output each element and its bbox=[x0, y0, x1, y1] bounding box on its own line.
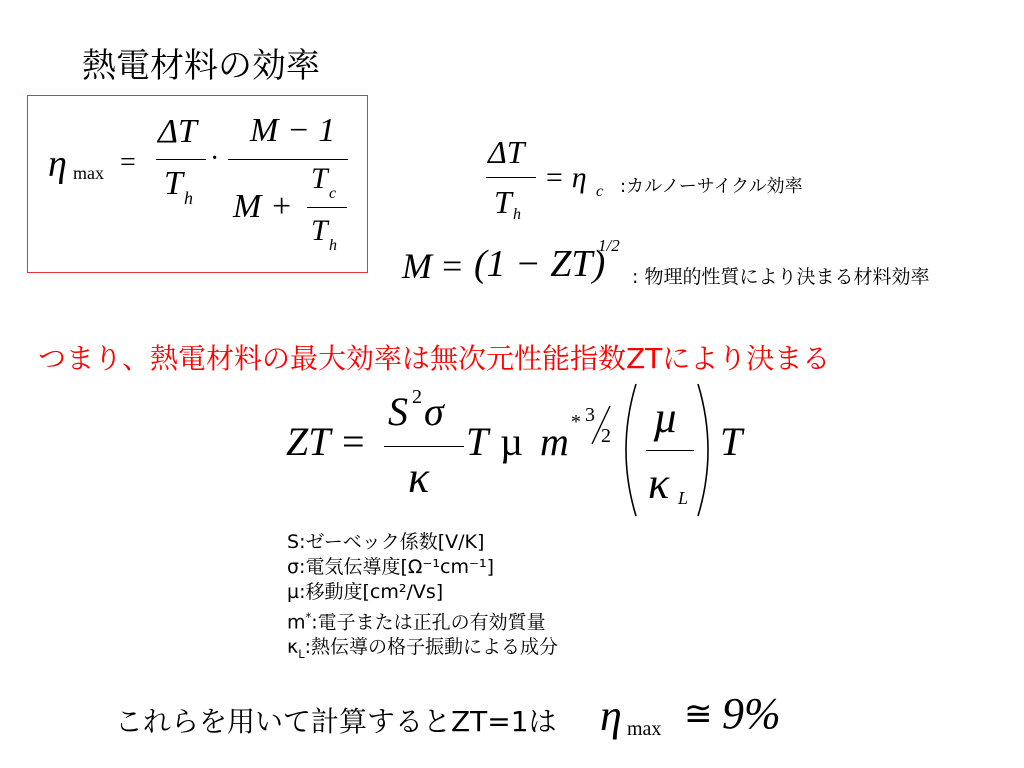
definition-subscript: L bbox=[298, 647, 305, 662]
zt-kappa-subscript: L bbox=[678, 488, 689, 508]
definition-symbol: µ bbox=[287, 581, 300, 603]
m-lhs: M bbox=[402, 246, 432, 286]
conclusion-max: max bbox=[627, 718, 662, 740]
m-label: : 物理的性質により決まる材料効率 bbox=[632, 266, 930, 288]
zt-t: T bbox=[466, 419, 489, 464]
zt-num-s: S bbox=[388, 389, 408, 434]
dot-operator: · bbox=[210, 143, 220, 174]
definition-text: :熱伝導の格子振動による成分 bbox=[304, 636, 558, 659]
definition-effective-mass bbox=[287, 605, 558, 635]
definition-superscript: * bbox=[305, 610, 312, 624]
zt-inner-fraction-bar bbox=[646, 450, 694, 451]
definition-text: :電子または正孔の有効質量 bbox=[311, 611, 546, 634]
definition-text: :移動度[cm²/Vs] bbox=[299, 581, 444, 603]
zt-t2: T bbox=[720, 419, 743, 464]
t-denominator: T bbox=[164, 165, 183, 202]
eta-symbol: η bbox=[48, 143, 67, 185]
m-equals: = bbox=[442, 246, 463, 286]
zt-num-sigma: σ bbox=[424, 389, 444, 434]
delta-t-numerator: ΔT bbox=[158, 113, 197, 150]
definition-symbol: σ bbox=[287, 556, 300, 578]
definition-symbol: κ bbox=[287, 636, 299, 659]
zt-fraction-bar bbox=[384, 446, 464, 447]
conclusion-eta: η bbox=[600, 691, 622, 740]
carnot-h: h bbox=[513, 206, 521, 223]
equals-sign: = bbox=[120, 147, 136, 178]
zt-proportional: µ bbox=[500, 419, 524, 464]
definition-text: :ゼーベック係数[V/K] bbox=[299, 531, 485, 553]
t-subscript-h: h bbox=[184, 188, 193, 208]
definition-conductivity bbox=[287, 555, 558, 580]
definition-seebeck bbox=[287, 530, 558, 555]
m-minus-1: M − 1 bbox=[250, 112, 336, 149]
zt-mu: µ bbox=[653, 393, 679, 442]
definition-lattice-thermal bbox=[287, 635, 558, 667]
zt-equals: = bbox=[342, 419, 365, 464]
zt-m-exp-num: 3 bbox=[585, 404, 595, 426]
zt-lhs: ZT bbox=[286, 419, 331, 464]
page-title: 熱電材料の効率 bbox=[82, 46, 320, 86]
fraction-bar-inner bbox=[307, 207, 347, 208]
carnot-fraction-bar bbox=[486, 177, 536, 178]
tc-numerator: T bbox=[311, 162, 328, 195]
zt-m-exp-den: 2 bbox=[601, 425, 611, 447]
definitions-list bbox=[287, 530, 558, 667]
definition-symbol: m bbox=[287, 611, 306, 634]
conclusion-approx: ≅ bbox=[684, 696, 713, 733]
zt-m-star: * bbox=[571, 411, 581, 433]
definition-text: :電気伝導度[Ω⁻¹cm⁻¹] bbox=[299, 556, 495, 578]
key-statement: つまり、熱電材料の最大効率は無次元性能指数ZTにより決まる bbox=[38, 342, 831, 375]
carnot-label: :カルノーサイクル効率 bbox=[620, 176, 803, 197]
conclusion-text: これらを用いて計算するとZT=1は bbox=[115, 705, 557, 738]
carnot-t: T bbox=[494, 184, 512, 220]
tc-subscript: c bbox=[329, 185, 337, 202]
fraction-bar-main bbox=[228, 159, 348, 160]
eta-subscript: max bbox=[73, 163, 104, 183]
carnot-eta: = η bbox=[544, 161, 587, 194]
conclusion-value: 9% bbox=[722, 689, 781, 738]
m-body: (1 − ZT) bbox=[474, 243, 606, 285]
th-subscript: h bbox=[329, 237, 337, 254]
zt-num-exp: 2 bbox=[412, 386, 422, 408]
carnot-delta-t: ΔT bbox=[488, 134, 525, 170]
fraction-bar bbox=[156, 159, 206, 160]
definition-mobility bbox=[287, 580, 558, 605]
zt-den-kappa: κ bbox=[408, 453, 430, 502]
m-exponent: 1/2 bbox=[598, 236, 620, 255]
definition-symbol: S bbox=[287, 531, 300, 553]
th-denominator: T bbox=[311, 214, 328, 247]
zt-m: m bbox=[540, 419, 569, 464]
zt-kappa-l: κ bbox=[648, 459, 670, 508]
m-plus: M + bbox=[233, 188, 293, 225]
carnot-c: c bbox=[596, 183, 604, 200]
